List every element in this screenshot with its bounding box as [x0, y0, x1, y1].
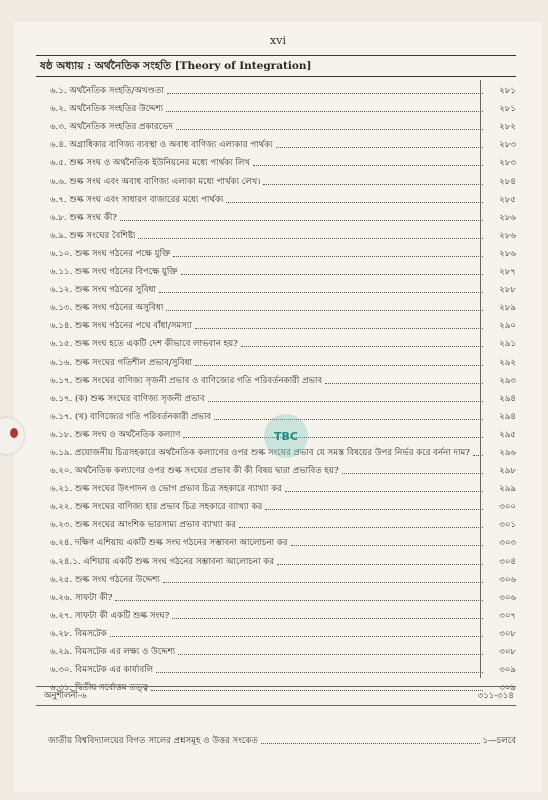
- toc-entry[interactable]: [36, 279, 516, 297]
- toc-entry[interactable]: [36, 134, 516, 152]
- toc-entry[interactable]: [36, 496, 516, 514]
- toc-entry[interactable]: [36, 478, 516, 496]
- exercise-label: অনুশীলনী-৬: [44, 691, 87, 701]
- toc-entry-title: ৬.২৮. বিমসটেক: [50, 628, 107, 639]
- toc-entry[interactable]: [36, 243, 516, 261]
- toc-entry-page: ২৮৮: [499, 285, 516, 296]
- toc-entry-title: ৬.২৭. সাফটা কী একটি শুল্ক সংঘ?: [50, 610, 170, 621]
- toc-entry-title: ৬.২৫. শুল্ক সংঘ গঠনের উদ্দেশ্য: [50, 574, 160, 585]
- toc-entry[interactable]: [36, 80, 516, 98]
- toc-entry-page: ২৯৮: [499, 466, 516, 477]
- leader-dots: [115, 600, 483, 601]
- toc-entry-title: ৬.২৩. শুল্ক সংঘের আংশিক ভারসাম্য প্রভাব ব্যাখ্যা কর: [50, 520, 237, 531]
- exercise-row[interactable]: [36, 686, 516, 706]
- toc-entry-title: ৬.৯. শুল্ক সংঘের বৈশিষ্ট্য: [50, 230, 136, 241]
- toc-entry-title: ৬.২৬. সাফটা কী?: [50, 592, 113, 603]
- toc-entry[interactable]: [36, 189, 516, 207]
- toc-entry-page: ২৮৬: [499, 248, 516, 259]
- leader-dots: [110, 636, 483, 637]
- leader-dots: [138, 238, 483, 239]
- leader-dots: [163, 582, 483, 583]
- toc-entry-page: ২৮১: [499, 86, 516, 97]
- leader-dots: [342, 473, 483, 474]
- toc-entry[interactable]: [36, 659, 516, 677]
- toc-entry[interactable]: [36, 460, 516, 478]
- toc-entry[interactable]: [36, 587, 516, 605]
- toc-entry-title: ৬.৩০. বিমসটেক এর কার্যাবলি: [50, 665, 154, 676]
- leader-dots: [120, 220, 483, 221]
- toc-entry-page: ২৯৬: [499, 447, 516, 458]
- toc-entry-page: ২৮৭: [499, 267, 516, 278]
- toc-entry[interactable]: [36, 605, 516, 623]
- leader-dots: [183, 437, 483, 438]
- chapter-heading: ষষ্ঠ অধ্যায় : অর্থনৈতিক সংহতি [Theory of Integration]: [36, 55, 516, 77]
- toc-entry-page: ৩০০: [499, 502, 516, 513]
- toc-entry-page: ২৮২: [499, 122, 516, 133]
- leader-dots: [253, 165, 483, 166]
- toc-entry-page: ২৯৫: [499, 429, 516, 440]
- toc-entry-title: ৬.৪. অগ্রাধিকার বাণিজ্য ব্যবস্থা ও অবাধ বাণিজ্য এলাকার পার্থক্য: [50, 140, 273, 151]
- leader-dots: [178, 654, 483, 655]
- toc-entry[interactable]: [36, 514, 516, 532]
- toc-entry-title: ৬.২২. শুল্ক সংঘের বাণিজ্য হার প্রভাব চিত্র সহকারে ব্যাখ্যা কর: [50, 502, 263, 513]
- toc-entry[interactable]: [36, 623, 516, 641]
- leader-dots: [291, 545, 483, 546]
- toc-entry-page: ২৮১: [499, 104, 516, 115]
- leader-dots: [241, 346, 483, 347]
- leader-dots: [277, 564, 483, 565]
- toc-entry-title: ৬.১৬. শুল্ক সংঘের গতিশীল প্রভাব/সুবিধা: [50, 357, 193, 368]
- toc-entry-title: ৬.১৩. শুল্ক সংঘ গঠনের অসুবিধা: [50, 303, 164, 314]
- leader-dots: [325, 383, 483, 384]
- toc-entry-title: ৬.৭. শুল্ক সংঘ এবং সাধারণ বাজারের মধ্যে পার্থক্য: [50, 194, 224, 205]
- toc-entry-page: ২৮৬: [499, 230, 516, 241]
- toc-entry-page: ২৮৩: [499, 158, 516, 169]
- toc-entry[interactable]: [36, 550, 516, 568]
- leader-dots: [265, 509, 483, 510]
- leader-dots: [167, 93, 483, 94]
- toc-entry-title: ৬.২৯. বিমসটেক এর লক্ষ্য ও উদ্দেশ্য: [50, 647, 176, 657]
- toc-entry-page: ৩০৯: [499, 683, 516, 694]
- final-entry-pages: ১—চলবে: [482, 736, 516, 746]
- toc-entry-title: ৬.১৪. শুল্ক সংঘ গঠনের পথে বাঁধা/সমস্যা: [50, 321, 192, 332]
- toc-entry-title: ৬.১০. শুল্ক সংঘ গঠনের পক্ষে যুক্তি: [50, 248, 171, 259]
- toc-entry[interactable]: [36, 315, 516, 333]
- toc-entry-title: ৬.২০. অর্থনৈতিক কল্যাণের ওপর শুল্ক সংঘের প্রভাব কী কী বিষয় দ্বারা প্রভাবিত হয়?: [50, 466, 339, 477]
- toc-entry-title: ৬.২৪. দক্ষিণ এশিয়ায় একটি শুল্ক সংঘ গঠনের সম্ভাবনা আলোচনা কর: [50, 538, 288, 549]
- toc-entry-title: ৬.৩১. দ্বিতীয় সর্বোত্তম তত্ত্ব: [50, 683, 149, 694]
- leader-dots: [195, 328, 483, 329]
- leader-dots: [208, 401, 483, 402]
- toc-entry[interactable]: [36, 641, 516, 659]
- toc-entry-page: ২৯০: [499, 321, 516, 332]
- leader-dots: [473, 455, 483, 456]
- leader-dots: [239, 527, 483, 528]
- toc-entry-page: ২৯৪: [499, 411, 516, 422]
- book-page: [14, 22, 542, 792]
- leader-dots: [166, 111, 483, 112]
- red-pin-icon: [10, 428, 18, 438]
- toc-entry-page: ২৮৯: [499, 303, 516, 314]
- leader-dots: [176, 129, 483, 130]
- toc-entry[interactable]: [36, 116, 516, 134]
- toc-entry[interactable]: [36, 98, 516, 116]
- toc-entry-title: ৬.১৯. প্রযোজনীয় চিত্রসহকারে অর্থনৈতিক কল্যাণের ওপর শুল্ক সংঘের প্রভাব যে সমস্ত বিষয়ের উপর নির্ভর করে বর্ননা দাম?: [50, 447, 470, 458]
- leader-dots: [159, 292, 483, 293]
- toc-entry-title: ৬.১৮. শুল্ক সংঘ ও অর্থনৈতিক কল্যাণ: [50, 429, 181, 440]
- toc-entry-title: ৬.২. অর্থনৈতিক সংহতির উদ্দেশ্য: [50, 104, 164, 115]
- toc-entry-title: ৬.৩. অর্থনৈতিক সংহতির প্রকারভেদ: [50, 122, 174, 133]
- toc-entry-title: ৬.১২. শুল্ক সংঘ গঠনের সুবিধা: [50, 285, 156, 296]
- toc-entry-title: ৬.১৫. শুল্ক সংঘ হতে একটি দেশ কীভাবে লাভবান হয়?: [50, 339, 238, 350]
- toc-entry[interactable]: [36, 225, 516, 243]
- table-of-contents: [36, 80, 516, 695]
- toc-entry-page: ২৮৬: [499, 212, 516, 223]
- leader-dots: [285, 491, 483, 492]
- toc-entry-page: ৩০৮: [499, 628, 516, 639]
- toc-entry[interactable]: [36, 170, 516, 188]
- toc-entry-page: ৩০৬: [499, 592, 516, 603]
- toc-entry-page: ৩০৬: [499, 574, 516, 585]
- leader-dots: [214, 419, 483, 420]
- toc-entry[interactable]: [36, 370, 516, 388]
- leader-dots: [226, 202, 483, 203]
- toc-entry-page: ৩০৩: [499, 538, 516, 549]
- toc-entry-title: ৬.১৭. শুল্ক সংঘের বাণিজ্য সৃজনী প্রভাব ও বাণিজ্যের গতি পরিবর্তনকারী প্রভাব: [50, 375, 323, 386]
- toc-entry-page: ৩০৭: [499, 610, 516, 621]
- toc-entry-title: ৬.১৭. (ক) শুল্ক সংঘের বাণিজ্য সৃজনী প্রভাব: [50, 393, 205, 404]
- toc-entry-page: ২৮৩: [499, 140, 516, 151]
- toc-entry[interactable]: [36, 297, 516, 315]
- toc-entry-title: ৬.৫. শুল্ক সংঘ ও অর্থনৈতিক ইউনিয়নের মধ্যে পার্থক্য লিখ: [50, 158, 251, 169]
- toc-entry-page: ৩০৯: [499, 665, 516, 676]
- final-entry-label: জাতীয় বিশ্ববিদ্যালয়ের বিগত সালের প্রশ্নসমূহ ও উত্তর সংকেত: [48, 736, 258, 746]
- toc-entry-page: ২৯১: [499, 339, 516, 350]
- toc-entry[interactable]: [36, 207, 516, 225]
- leader-dots: [166, 310, 483, 311]
- toc-entry[interactable]: [36, 261, 516, 279]
- toc-entry-page: ২৯৩: [499, 375, 516, 386]
- leader-dots: [276, 147, 483, 148]
- toc-entry[interactable]: [36, 152, 516, 170]
- leader-dots: [172, 618, 483, 619]
- final-entry[interactable]: [48, 734, 516, 748]
- leader-dots: [173, 256, 483, 257]
- toc-entry-page: ২৮৫: [499, 194, 516, 205]
- toc-entry-page: ২৯৪: [499, 393, 516, 404]
- toc-entry-page: ২৯২: [499, 357, 516, 368]
- toc-entry[interactable]: [36, 388, 516, 406]
- toc-entry-title: ৬.২১. শুল্ক সংঘের উৎপাদন ও ভোগ প্রভাব চিত্র সহকারে ব্যাখ্যা কর: [50, 484, 282, 495]
- exercise-pages: ৩১১-৩১৪: [477, 691, 514, 701]
- toc-entry-page: ৩০৮: [499, 647, 516, 657]
- toc-entry-page: ২৮৪: [499, 176, 516, 187]
- leader-dots: [195, 365, 483, 366]
- toc-entry[interactable]: [36, 333, 516, 351]
- leader-dots: [181, 274, 483, 275]
- leader-dots: [261, 743, 480, 744]
- leader-dots: [263, 184, 483, 185]
- toc-entry-page: ৩০১: [499, 520, 516, 531]
- toc-entry-page: ২৯৯: [499, 484, 516, 495]
- leader-dots: [156, 672, 483, 673]
- toc-entry[interactable]: [36, 532, 516, 550]
- toc-entry-title: ৬.১. অর্থনৈতিক সংহতি/অখণ্ডতা: [50, 86, 164, 97]
- page-number: xvi: [270, 34, 286, 47]
- toc-entry-title: ৬.১৭. (খ) বাণিজ্যের গতি পরিবর্তনকারী প্রভাব: [50, 411, 212, 422]
- toc-entry-page: ৩০৪: [499, 556, 516, 567]
- tbc-logo-stamp: TBC: [264, 414, 308, 458]
- toc-entry-title: ৬.১১. শুল্ক সংঘ গঠনের বিপক্ষে যুক্তি: [50, 267, 178, 278]
- toc-entry[interactable]: [36, 351, 516, 369]
- toc-entry-title: ৬.২৪.১. এশিয়ায় একটি শুল্ক সংঘ গঠনের সম্ভাবনা আলোচনা কর: [50, 556, 275, 567]
- toc-entry[interactable]: [36, 569, 516, 587]
- toc-entry-title: ৬.৬. শুল্ক সংঘ এবং অবাধ বাণিজ্য এলাকা মধ্যে পার্থক্য লেখ।: [50, 176, 261, 187]
- toc-entry-title: ৬.৮. শুল্ক সংঘ কী?: [50, 212, 117, 223]
